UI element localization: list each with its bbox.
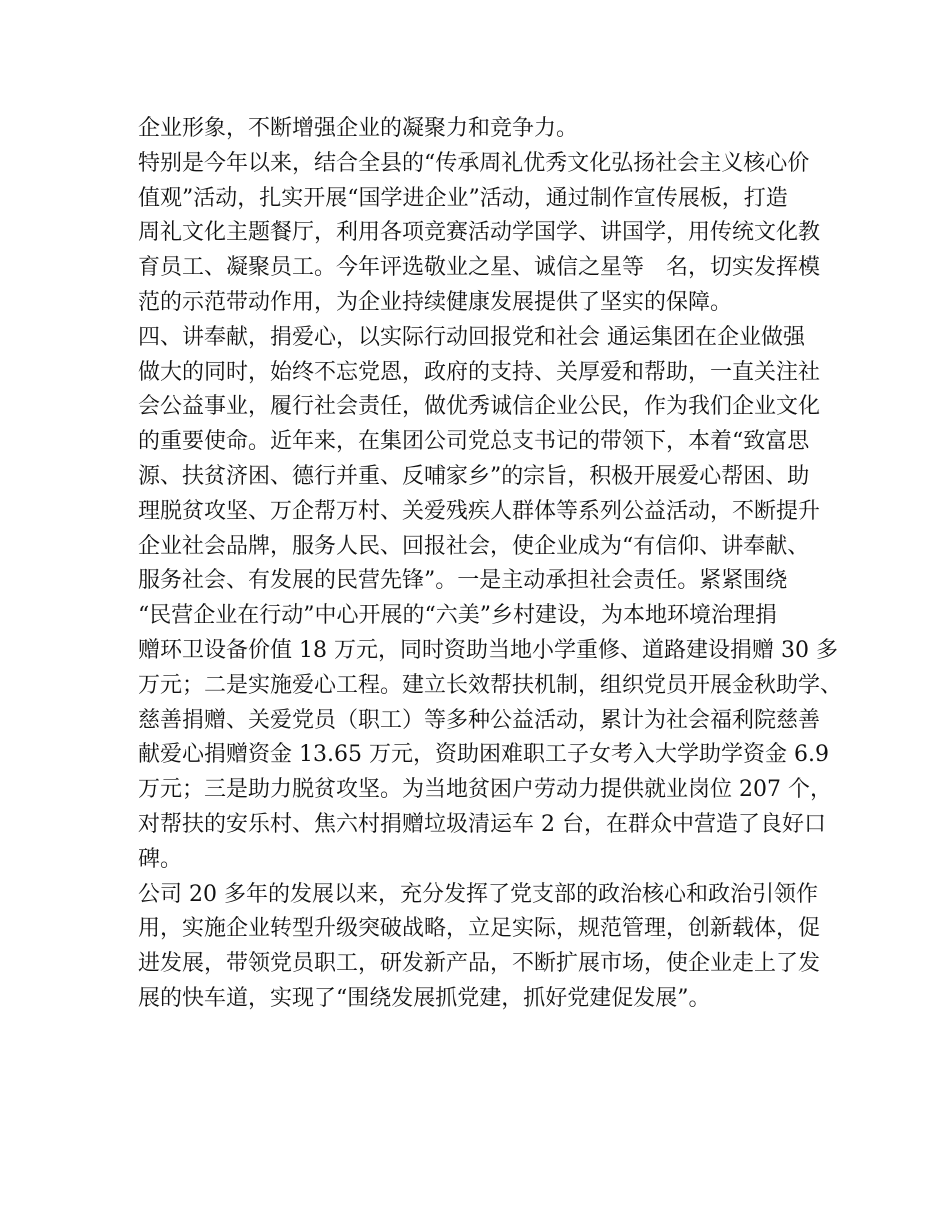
text-line: 展的快车道，实现了“围绕发展抓党建，抓好党建促发展”。 bbox=[138, 985, 711, 1011]
text-line: 赠环卫设备价值 18 万元，同时资助当地小学重修、道路建设捐赠 30 多 bbox=[138, 637, 838, 663]
text-line: 会公益事业，履行社会责任，做优秀诚信企业公民，作为我们企业文化 bbox=[138, 394, 821, 420]
text-line: 值观”活动，扎实开展“国学进企业”活动，通过制作宣传展板，打造 bbox=[138, 185, 788, 211]
text-line: 公司 20 多年的发展以来，充分发挥了党支部的政治核心和政治引领作 bbox=[138, 881, 818, 907]
text-line: 献爱心捐赠资金 13.65 万元，资助困难职工子女考入大学助学资金 6.9 bbox=[138, 742, 829, 768]
text-line: 万元；二是实施爱心工程。建立长效帮扶机制，组织党员开展金秋助学、 bbox=[138, 672, 843, 698]
text-line: 周礼文化主题餐厅，利用各项竞赛活动学国学、讲国学，用传统文化教 bbox=[138, 220, 821, 246]
text-line: 理脱贫攻坚、万企帮万村、关爱残疾人群体等系列公益活动，不断提升 bbox=[138, 498, 821, 524]
text-line: 万元；三是助力脱贫攻坚。为当地贫困户劳动力提供就业岗位 207 个， bbox=[138, 777, 832, 803]
text-line: 源、扶贫济困、德行并重、反哺家乡”的宗旨，积极开展爱心帮困、助 bbox=[138, 463, 810, 489]
text-line: 企业社会品牌，服务人民、回报社会，使企业成为“有信仰、讲奉献、 bbox=[138, 533, 810, 559]
text-line: 特别是今年以来，结合全县的“传承周礼优秀文化弘扬社会主义核心价 bbox=[138, 150, 810, 176]
text-line: 用，实施企业转型升级突破战略，立足实际，规范管理，创新载体，促 bbox=[138, 916, 821, 942]
text-line: 对帮扶的安乐村、焦六村捐赠垃圾清运车 2 台，在群众中营造了良好口 bbox=[138, 811, 826, 837]
document-body bbox=[138, 112, 858, 1017]
text-line: 企业形象，不断增强企业的凝聚力和竞争力。 bbox=[138, 116, 579, 141]
text-line: 进发展，带领党员职工，研发新产品，不断扩展市场，使企业走上了发 bbox=[138, 951, 821, 977]
text-line: “民营企业在行动”中心开展的“六美”乡村建设，为本地环境治理捐 bbox=[138, 603, 777, 629]
text-line: 服务社会、有发展的民营先锋”。一是主动承担社会责任。紧紧围绕 bbox=[138, 568, 788, 594]
text-line: 育员工、凝聚员工。今年评选敬业之星、诚信之星等 名，切实发挥模 bbox=[138, 255, 821, 281]
text-line: 的重要使命。近年来，在集团公司党总支书记的带领下，本着“致富思 bbox=[138, 429, 810, 455]
text-line: 碑。 bbox=[138, 846, 183, 872]
text-line: 四、讲奉献，捐爱心，以实际行动回报党和社会 通运集团在企业做强 bbox=[138, 324, 805, 350]
text-line: 做大的同时，始终不忘党恩，政府的支持、关厚爱和帮助，一直关注社 bbox=[138, 359, 821, 385]
text-line: 范的示范带动作用，为企业持续健康发展提供了坚实的保障。 bbox=[138, 289, 733, 315]
text-line: 慈善捐赠、关爱党员（职工）等多种公益活动，累计为社会福利院慈善 bbox=[138, 707, 821, 733]
